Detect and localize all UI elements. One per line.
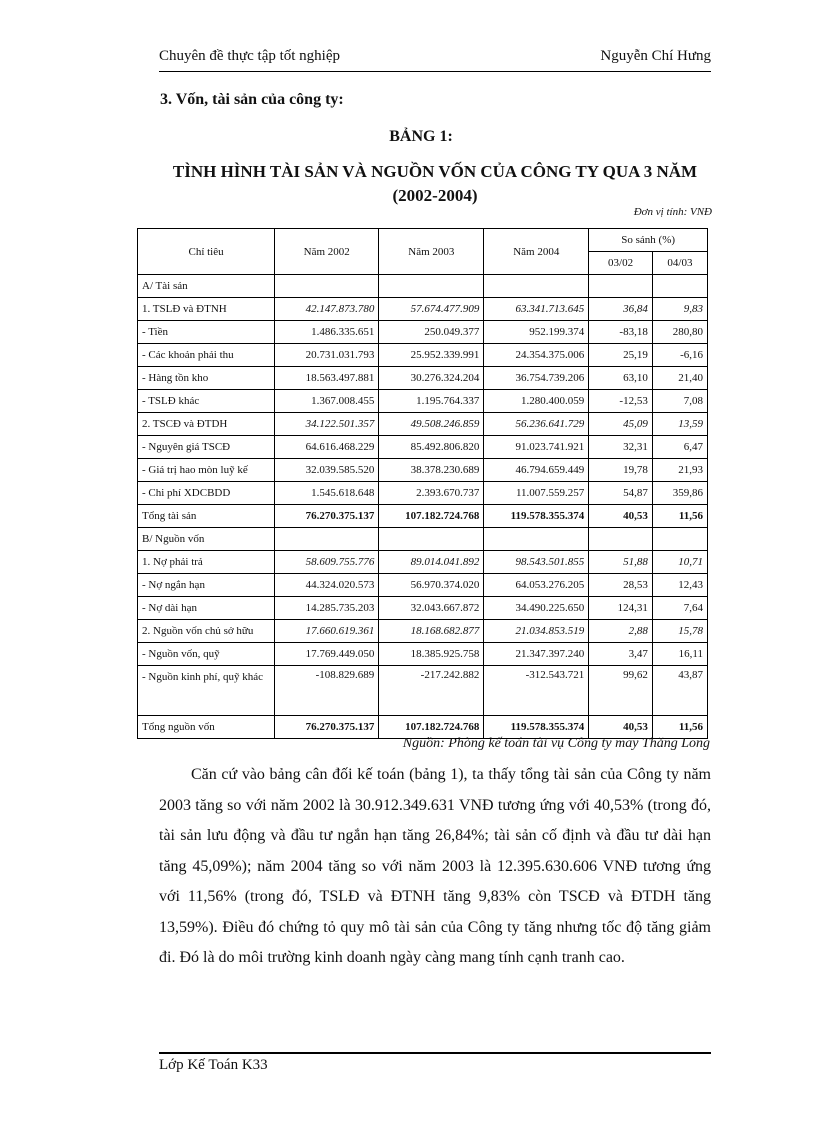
asset-capital-table	[137, 228, 708, 739]
row-label: A/ Tài sản	[138, 275, 275, 298]
row-label: - Nguyên giá TSCĐ	[138, 436, 275, 459]
ratio-0302: 45,09	[589, 413, 653, 436]
value-2002: 18.563.497.881	[275, 367, 379, 390]
ratio-0403: 16,11	[652, 643, 707, 666]
row-label: - Hàng tồn kho	[138, 367, 275, 390]
header-2003: Năm 2003	[379, 229, 484, 275]
value-2003	[379, 528, 484, 551]
value-2003: 57.674.477.909	[379, 298, 484, 321]
ratio-0302: 51,88	[589, 551, 653, 574]
value-2002	[275, 275, 379, 298]
value-2003: 250.049.377	[379, 321, 484, 344]
ratio-0302: 25,19	[589, 344, 653, 367]
ratio-0302: 3,47	[589, 643, 653, 666]
table-row	[138, 275, 708, 298]
value-2003: 2.393.670.737	[379, 482, 484, 505]
table-row	[138, 390, 708, 413]
ratio-0302: 40,53	[589, 716, 653, 739]
table-row	[138, 321, 708, 344]
section-title: 3. Vốn, tài sản của công ty:	[160, 91, 344, 108]
ratio-0403: 11,56	[652, 716, 707, 739]
row-label: - TSLĐ khác	[138, 390, 275, 413]
value-2002: 1.486.335.651	[275, 321, 379, 344]
value-2002: 34.122.501.357	[275, 413, 379, 436]
value-2002: 58.609.755.776	[275, 551, 379, 574]
ratio-0403: 9,83	[652, 298, 707, 321]
value-2003: 1.195.764.337	[379, 390, 484, 413]
header-indicator: Chỉ tiêu	[138, 229, 275, 275]
value-2003: 38.378.230.689	[379, 459, 484, 482]
source-note: Nguồn: Phòng kế toán tài vụ Công ty may Thăng Long	[402, 736, 710, 751]
value-2002: 64.616.468.229	[275, 436, 379, 459]
table-row	[138, 666, 708, 716]
row-label: Tổng tài sản	[138, 505, 275, 528]
value-2004: 46.794.659.449	[484, 459, 589, 482]
value-2003: 85.492.806.820	[379, 436, 484, 459]
table-row	[138, 436, 708, 459]
header-2004: Năm 2004	[484, 229, 589, 275]
row-label: - Nợ ngắn hạn	[138, 574, 275, 597]
row-label: - Nguồn kinh phí, quỹ khác	[138, 666, 275, 716]
value-2004: 952.199.374	[484, 321, 589, 344]
ratio-0403: 43,87	[652, 666, 707, 716]
ratio-0403: 21,93	[652, 459, 707, 482]
table-row	[138, 620, 708, 643]
value-2002: -108.829.689	[275, 666, 379, 716]
ratio-0302: 36,84	[589, 298, 653, 321]
value-2004: 21.347.397.240	[484, 643, 589, 666]
header-compare: So sánh (%)	[589, 229, 708, 252]
body-paragraph	[159, 760, 711, 974]
value-2004: 119.578.355.374	[484, 505, 589, 528]
value-2002: 17.660.619.361	[275, 620, 379, 643]
header-2002: Năm 2002	[275, 229, 379, 275]
value-2004: 24.354.375.006	[484, 344, 589, 367]
ratio-0403: -6,16	[652, 344, 707, 367]
value-2003: 89.014.041.892	[379, 551, 484, 574]
ratio-0302: 54,87	[589, 482, 653, 505]
value-2002: 17.769.449.050	[275, 643, 379, 666]
value-2002: 44.324.020.573	[275, 574, 379, 597]
value-2002: 32.039.585.520	[275, 459, 379, 482]
row-label: - Tiền	[138, 321, 275, 344]
row-label: - Các khoản phải thu	[138, 344, 275, 367]
ratio-0302: 40,53	[589, 505, 653, 528]
value-2004: 91.023.741.921	[484, 436, 589, 459]
value-2004: 36.754.739.206	[484, 367, 589, 390]
value-2003: 18.385.925.758	[379, 643, 484, 666]
table-row	[138, 643, 708, 666]
ratio-0302: 63,10	[589, 367, 653, 390]
table-title	[140, 160, 730, 208]
row-label: 2. Nguồn vốn chủ sở hữu	[138, 620, 275, 643]
value-2003: 107.182.724.768	[379, 505, 484, 528]
ratio-0302: -83,18	[589, 321, 653, 344]
paragraph-text: Căn cứ vào bảng cân đối kế toán (bảng 1), ta thấy tổng tài sản của Công ty năm 2003 tăng so với năm 2002 là 30.912.349.631 VNĐ tương ứng với 40,53% (trong đó, tài sản lưu động và đầu tư ngắn hạn tăng 26,84%; tài sản cố định và đầu tư dài hạn tăng 45,09%); năm 2004 tăng so với năm 2003 là 12.395.630.606 VNĐ tương ứng với 11,56% (trong đó, TSLĐ và ĐTNH tăng 9,83% còn TSCĐ và ĐTDH tăng 13,59%). Điều đó chứng tỏ quy mô tài sản của Công ty tăng nhưng tốc độ tăng giảm đi. Đó là do môi trường kinh doanh ngày càng mang tính cạnh tranh cao.	[159, 766, 711, 966]
value-2002: 14.285.735.203	[275, 597, 379, 620]
unit-note: Đơn vị tính: VNĐ	[633, 206, 712, 218]
value-2003: 107.182.724.768	[379, 716, 484, 739]
header-0302: 03/02	[589, 252, 653, 275]
value-2004: 119.578.355.374	[484, 716, 589, 739]
table-row	[138, 298, 708, 321]
ratio-0302: 124,31	[589, 597, 653, 620]
page-footer: Lớp Kế Toán K33	[159, 1057, 268, 1073]
value-2002	[275, 528, 379, 551]
value-2003: 18.168.682.877	[379, 620, 484, 643]
table-row	[138, 597, 708, 620]
row-label: 2. TSCĐ và ĐTDH	[138, 413, 275, 436]
table-number: BẢNG 1:	[389, 128, 453, 145]
value-2004: -312.543.721	[484, 666, 589, 716]
ratio-0302: 2,88	[589, 620, 653, 643]
row-label: 1. TSLĐ và ĐTNH	[138, 298, 275, 321]
value-2002: 20.731.031.793	[275, 344, 379, 367]
ratio-0403: 12,43	[652, 574, 707, 597]
ratio-0403: 7,64	[652, 597, 707, 620]
ratio-0302: 32,31	[589, 436, 653, 459]
ratio-0403	[652, 528, 707, 551]
value-2003: 56.970.374.020	[379, 574, 484, 597]
value-2004: 34.490.225.650	[484, 597, 589, 620]
table-row	[138, 551, 708, 574]
value-2004	[484, 275, 589, 298]
value-2002: 42.147.873.780	[275, 298, 379, 321]
ratio-0403: 11,56	[652, 505, 707, 528]
table-row	[138, 413, 708, 436]
value-2004: 63.341.713.645	[484, 298, 589, 321]
value-2004: 11.007.559.257	[484, 482, 589, 505]
value-2004: 64.053.276.205	[484, 574, 589, 597]
value-2004: 1.280.400.059	[484, 390, 589, 413]
table-row	[138, 528, 708, 551]
ratio-0302	[589, 528, 653, 551]
table-row	[138, 344, 708, 367]
value-2002: 76.270.375.137	[275, 716, 379, 739]
value-2004	[484, 528, 589, 551]
row-label: - Giá trị hao mòn luỹ kế	[138, 459, 275, 482]
value-2003: 25.952.339.991	[379, 344, 484, 367]
ratio-0403: 6,47	[652, 436, 707, 459]
ratio-0403: 21,40	[652, 367, 707, 390]
table-title-line1: TÌNH HÌNH TÀI SẢN VÀ NGUỒN VỐN CỦA CÔNG TY QUA 3 NĂM	[172, 162, 698, 181]
value-2002: 76.270.375.137	[275, 505, 379, 528]
table-row	[138, 459, 708, 482]
table-row	[138, 574, 708, 597]
value-2002: 1.545.618.648	[275, 482, 379, 505]
row-label: 1. Nợ phải trả	[138, 551, 275, 574]
header-0403: 04/03	[652, 252, 707, 275]
ratio-0403: 7,08	[652, 390, 707, 413]
value-2003: -217.242.882	[379, 666, 484, 716]
value-2003: 32.043.667.872	[379, 597, 484, 620]
header-author: Nguyễn Chí Hưng	[600, 48, 711, 64]
table-row	[138, 482, 708, 505]
ratio-0403: 15,78	[652, 620, 707, 643]
ratio-0302: 28,53	[589, 574, 653, 597]
row-label: - Nguồn vốn, quỹ	[138, 643, 275, 666]
ratio-0302: 19,78	[589, 459, 653, 482]
ratio-0403: 280,80	[652, 321, 707, 344]
table-row	[138, 367, 708, 390]
ratio-0302: -12,53	[589, 390, 653, 413]
ratio-0403: 13,59	[652, 413, 707, 436]
table-title-line2: (2002-2004)	[392, 186, 478, 205]
ratio-0302	[589, 275, 653, 298]
ratio-0403: 359,86	[652, 482, 707, 505]
footer-rule	[159, 1052, 711, 1054]
ratio-0403: 10,71	[652, 551, 707, 574]
row-label: - Nợ dài hạn	[138, 597, 275, 620]
page-header	[159, 48, 711, 70]
value-2003	[379, 275, 484, 298]
ratio-0302: 99,62	[589, 666, 653, 716]
value-2002: 1.367.008.455	[275, 390, 379, 413]
ratio-0403	[652, 275, 707, 298]
value-2004: 21.034.853.519	[484, 620, 589, 643]
row-label: B/ Nguồn vốn	[138, 528, 275, 551]
header-rule	[159, 71, 711, 72]
value-2004: 56.236.641.729	[484, 413, 589, 436]
row-label: - Chi phí XDCBDD	[138, 482, 275, 505]
row-label: Tổng nguồn vốn	[138, 716, 275, 739]
value-2003: 49.508.246.859	[379, 413, 484, 436]
table-row	[138, 505, 708, 528]
header-left-text: Chuyên đề thực tập tốt nghiệp	[159, 48, 341, 64]
value-2004: 98.543.501.855	[484, 551, 589, 574]
value-2003: 30.276.324.204	[379, 367, 484, 390]
